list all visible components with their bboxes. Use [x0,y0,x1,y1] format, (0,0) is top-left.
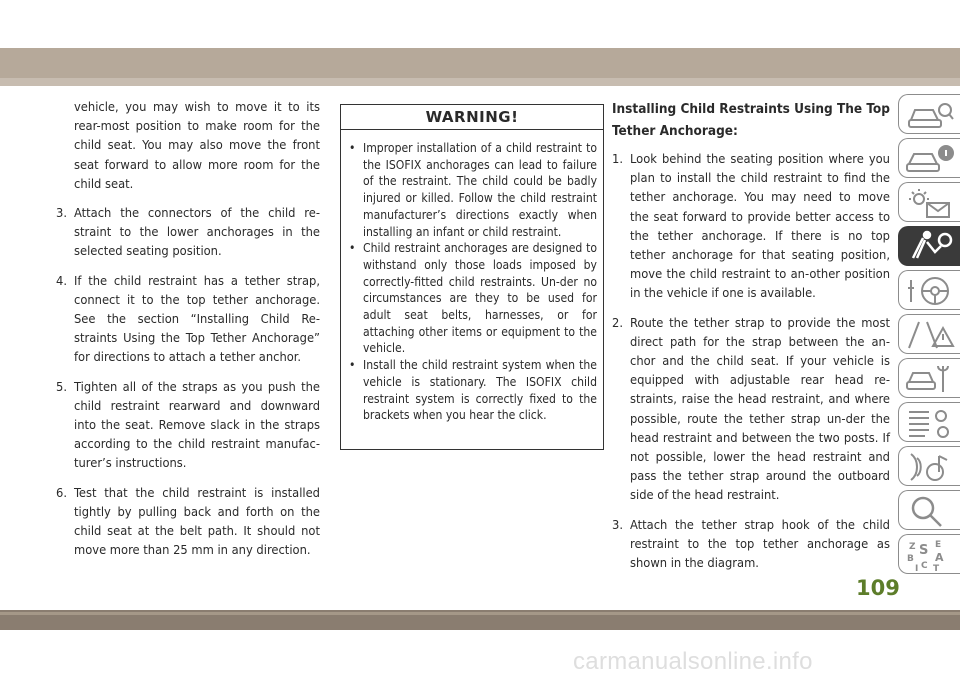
step-3 [56,204,320,262]
car-wrench-icon [905,362,955,396]
tab-servicing[interactable] [898,358,960,398]
tab-index-search[interactable] [898,490,960,530]
index-letter: A [935,551,944,564]
warning-item [349,140,597,240]
index-letter: T [933,564,940,572]
step-number: 2. [612,315,623,331]
section-heading: Installing Child Restraints Using The Top Tether Anchorage: [612,101,890,139]
car-info-icon [905,142,955,176]
column-left [56,98,320,570]
watermark: carmanualsonline.info [573,648,813,675]
header-stripe [0,78,960,86]
index-letter: S [919,543,929,558]
tab-car-search[interactable] [898,94,960,134]
tab-warning-lights[interactable] [898,182,960,222]
footer-band [0,610,960,630]
step-2 [612,314,890,506]
step-text: Attach the tether strap hook of the child restraint to the top tether anchorage as shown in the diagram. [630,517,890,572]
warning-title: WARNING! [341,105,603,130]
car-search-icon [905,98,955,132]
bullet: • [349,358,356,373]
seat-airbag-icon [905,230,955,264]
step-number: 6. [56,485,67,501]
step-text: If the child restraint has a tether strap, connect it to the top tether anchorage. See the section “Installing Child Re-straints Using the Top Tether Anchorage” for directions to attach a tether anchor. [74,273,320,366]
bullet: • [349,141,356,155]
steering-wheel-icon [905,274,955,308]
page-number: 109 [856,576,900,600]
specifications-gear-icon [905,406,955,440]
tab-specifications[interactable] [898,402,960,442]
index-letter: E [935,540,942,550]
index-letter: C [921,561,928,571]
tab-car-info[interactable] [898,138,960,178]
step-number: 4. [56,273,67,289]
step-number: 3. [56,206,67,222]
step-text: Attach the connectors of the child re-straint to the lower anchorages in the selected seating position. [74,206,320,260]
intro-paragraph: vehicle, you may wish to move it to its rear-most position to make room for the child seat. You may also move the front seat forward to allow more room for the child seat. [74,100,320,192]
road-warning-icon [905,318,955,352]
warning-item-text: Improper installation of a child restraint to the ISOFIX anchorages can lead to failure of the restraint. The child could be badly injured or killed. Follow the child restraint manufacturer’s directions exactly when installing an infant or child restraint. [363,141,597,239]
alphabetical-index-icon [905,538,955,572]
step-1 [612,150,890,304]
step-5 [56,378,320,474]
tab-alphabetical-index[interactable] [898,534,960,574]
warning-list [341,130,603,424]
step-6 [56,484,320,561]
warning-item [349,240,597,357]
step-number: 5. [56,379,67,395]
index-letter: I [915,564,919,572]
step-text: Route the tether strap to provide the most direct path for the strap between the an-chor and the child seat. If your vehicle is equipped with adjustable rear head re-straints, raise the head restraint, and where possible, route the tether strap un-der the head restraint and between the two posts. If not possible, lower the head restraint and pass the tether strap around the outboard side of the head restraint. [630,315,890,504]
warning-item-text: Child restraint anchorages are designed to withstand only those loads imposed by correctly-fitted child restraints. Un-der no circumstances are they to be used for adult seat belts, harnesses, or for attaching other items or equipment to the vehicle. [363,241,597,356]
index-letter: Z [909,542,916,552]
column-right [612,98,890,583]
header-band [0,48,960,86]
step-3 [612,516,890,574]
step-text: Tighten all of the straps as you push the child restraint rearward and downward into the seat. Remove slack in the straps according to the child restraint manufac-turer’s instructions. [74,379,320,472]
step-number: 1. [612,152,623,167]
warning-light-message-icon [905,186,955,220]
multimedia-icon [905,450,955,484]
tab-emergency[interactable] [898,314,960,354]
warning-box [340,104,604,450]
footer-highlight [0,612,960,615]
step-text: Look behind the seating position where you plan to install the child restraint to find the tether anchorage. You may need to move the seat forward to provide better access to the tether anchorage. If there is no top tether anchorage for that seating position, move the child restraint to an-other position in the vehicle if one is available. [630,152,890,302]
step-4 [56,272,320,368]
step-number: 3. [612,517,623,533]
index-letter: B [907,554,914,564]
index-search-icon [905,494,955,528]
tab-driving[interactable] [898,270,960,310]
bullet: • [349,241,356,256]
warning-item-text: Install the child restraint system when the vehicle is stationary. The ISOFIX child restraint system is correctly fixed to the brackets when you hear the click. [363,358,597,423]
tab-multimedia[interactable] [898,446,960,486]
warning-item [349,357,597,424]
step-text: Test that the child restraint is installed tightly by pulling back and forth on the child seat at the belt path. It should not move more than 25 mm in any direction. [74,485,320,559]
tab-safety[interactable] [898,226,960,266]
